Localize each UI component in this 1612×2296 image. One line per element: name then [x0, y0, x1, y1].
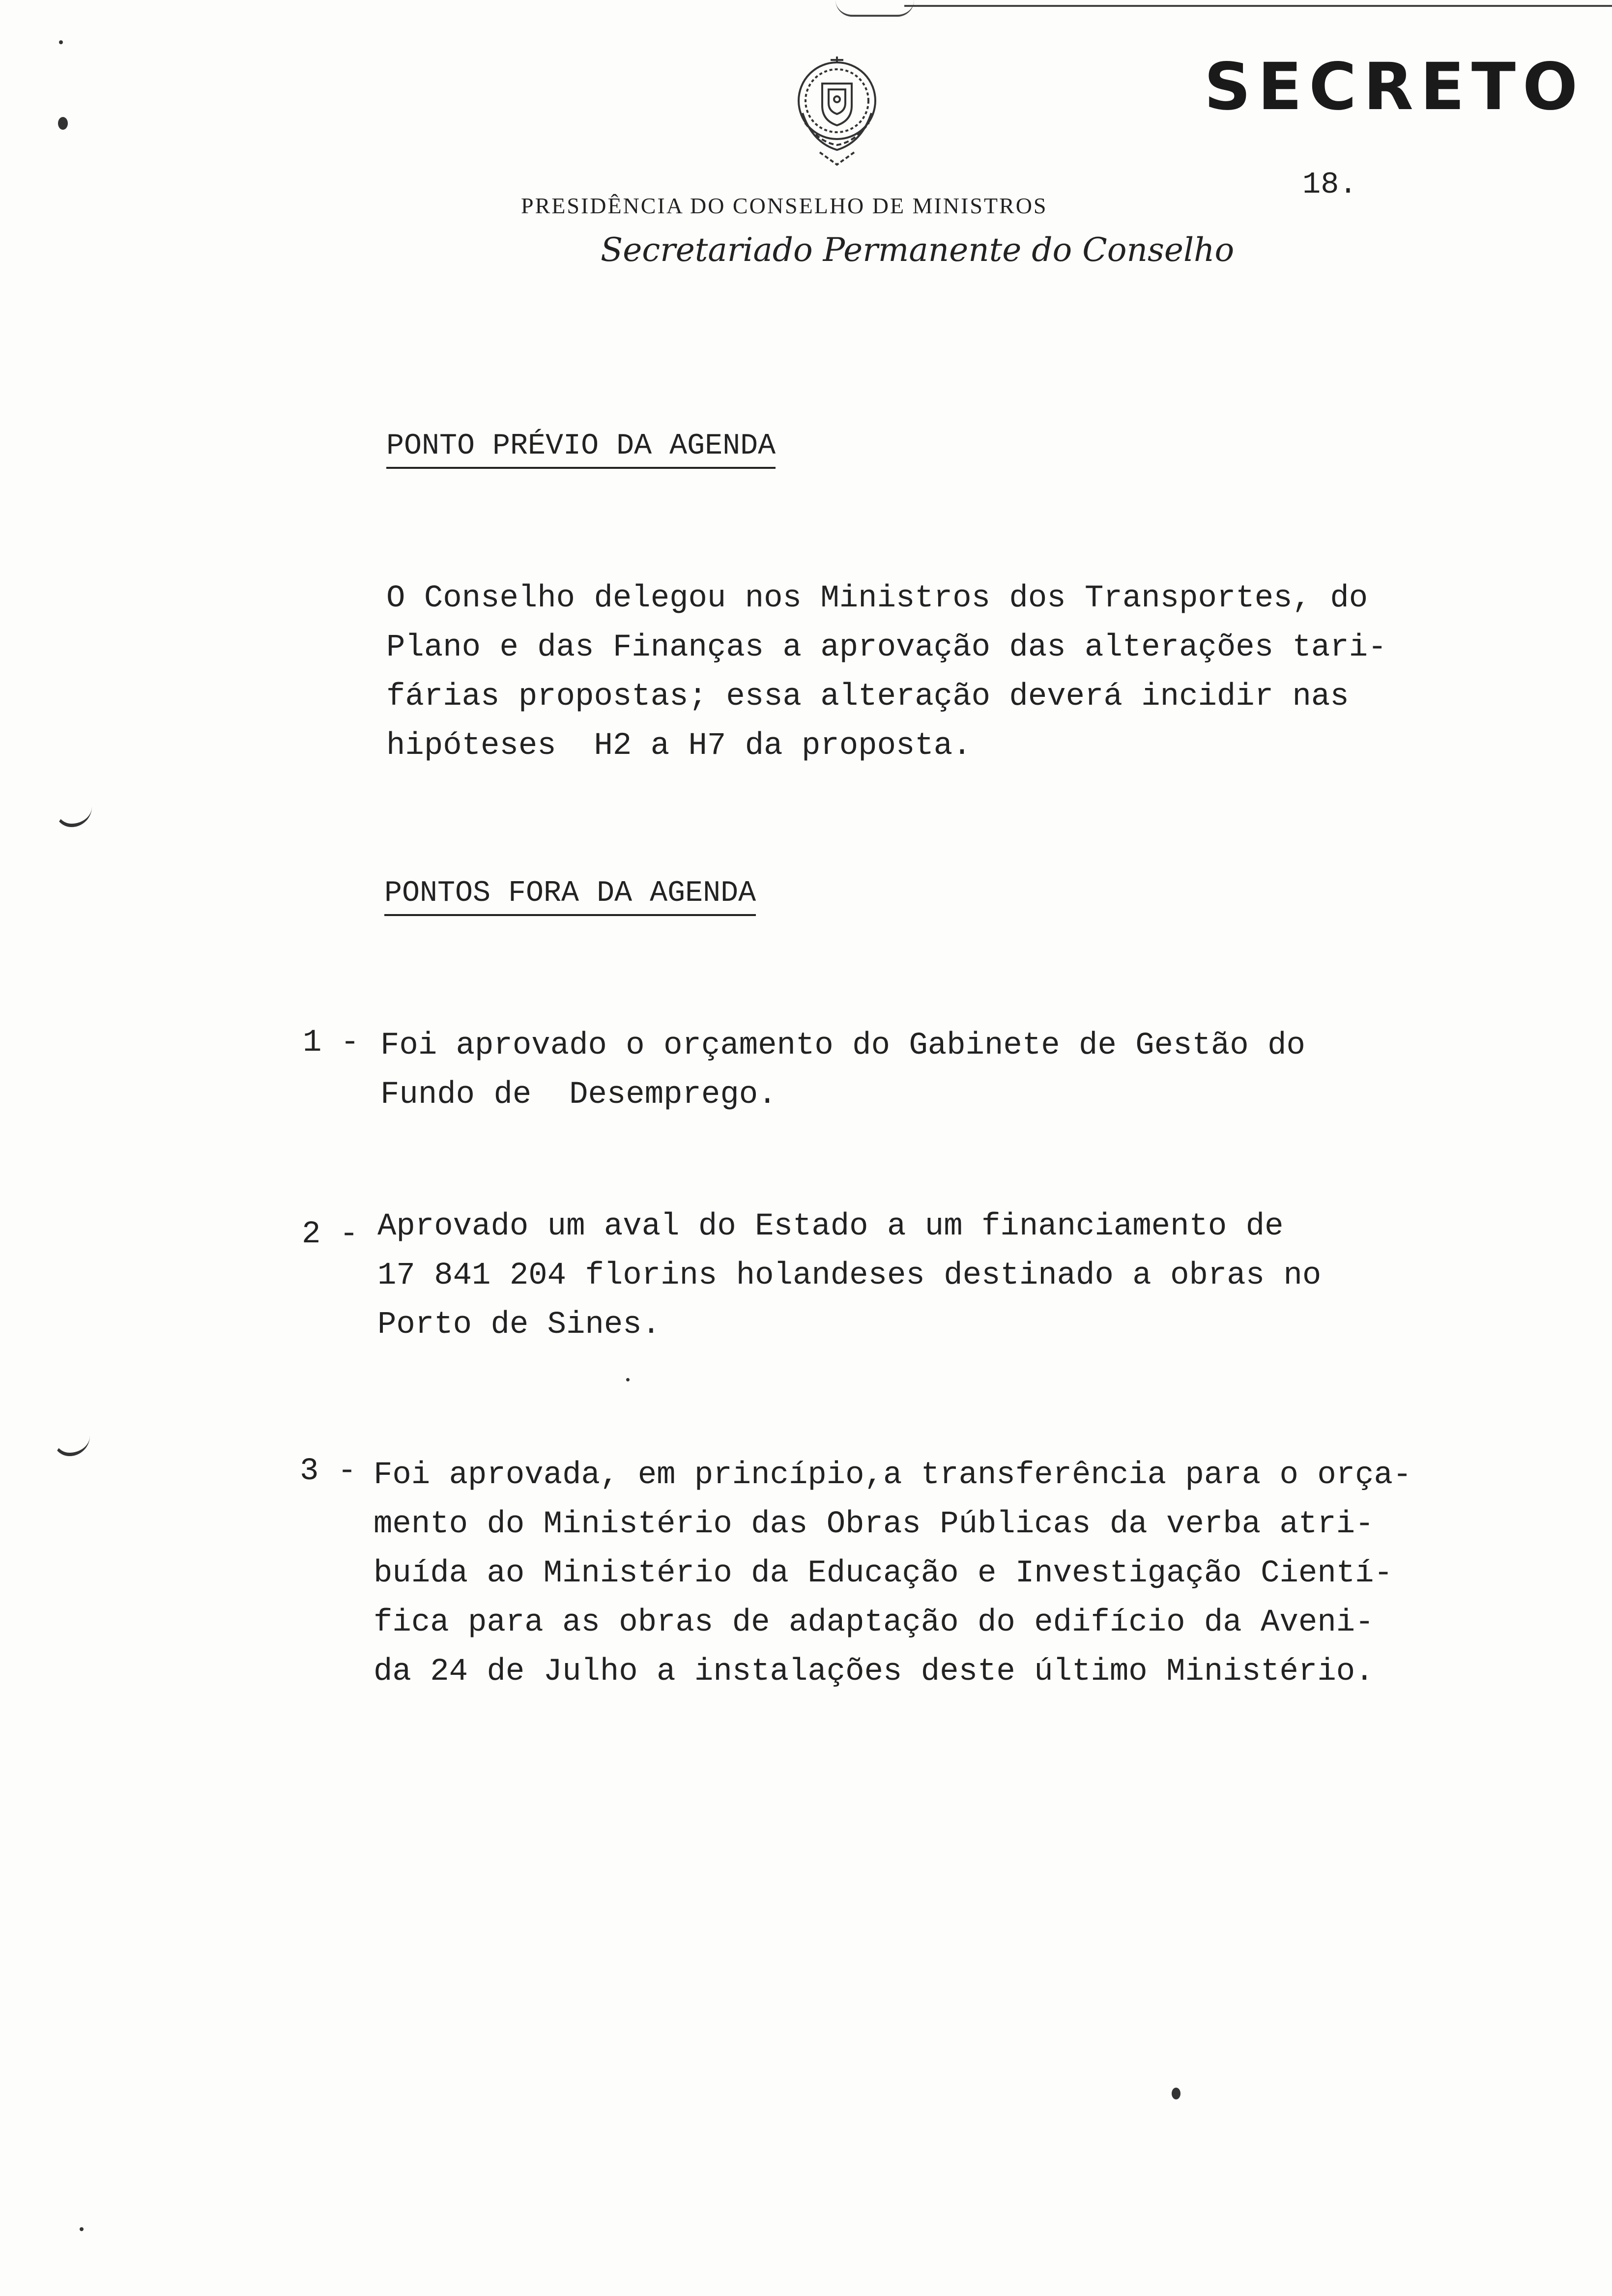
scan-speck	[59, 40, 63, 44]
portuguese-coat-of-arms-icon	[776, 54, 898, 172]
item-line: da 24 de Julho a instalações deste último Ministério.	[374, 1654, 1374, 1690]
item-line: buída ao Ministério da Educação e Investigação Cientí-	[374, 1556, 1393, 1591]
section-heading-previous-point: PONTO PRÉVIO DA AGENDA	[386, 430, 776, 469]
paragraph-line: hipóteses H2 a H7 da proposta.	[386, 728, 972, 764]
item-number: 3 -	[300, 1454, 357, 1489]
paragraph-line: fárias propostas; essa alteração deverá incidir nas	[386, 679, 1349, 715]
top-edge-rule	[904, 5, 1612, 7]
scan-speck	[58, 117, 68, 130]
page-number: 18.	[1302, 167, 1357, 202]
classification-stamp: SECRETO	[1204, 49, 1585, 125]
list-item-text	[380, 1021, 1305, 1119]
scan-speck	[1172, 2088, 1180, 2099]
item-line: Fundo de Desemprego.	[380, 1077, 777, 1113]
top-edge-curve	[835, 0, 914, 17]
paragraph-line: Plano e das Finanças a aprovação das alterações tari-	[386, 630, 1387, 665]
item-number: 1 -	[303, 1025, 360, 1061]
item-line: mento do Ministério das Obras Públicas da verba atri-	[374, 1507, 1374, 1542]
paragraph-line: O Conselho delegou nos Ministros dos Transportes, do	[386, 581, 1368, 616]
item-line: Aprovado um aval do Estado a um financiamento de	[377, 1209, 1284, 1244]
item-line: Porto de Sines.	[377, 1307, 661, 1343]
list-item-text	[374, 1451, 1411, 1696]
scan-speck	[626, 1378, 630, 1381]
item-number: 2 -	[302, 1217, 359, 1252]
binder-hole-mark	[55, 806, 92, 827]
item-line: fica para as obras de adaptação do edifício da Aveni-	[374, 1605, 1374, 1640]
secretariat-title: Secretariado Permanente do Conselho	[601, 231, 1235, 269]
section-paragraph	[386, 574, 1387, 771]
item-line: 17 841 204 florins holandeses destinado a obras no	[377, 1258, 1322, 1293]
item-line: Foi aprovado o orçamento do Gabinete de Gestão do	[380, 1028, 1305, 1063]
section-heading-off-agenda: PONTOS FORA DA AGENDA	[384, 877, 756, 916]
list-item-text	[377, 1202, 1321, 1349]
scan-speck	[80, 2227, 84, 2231]
item-line: Foi aprovada, em princípio,a transferência para o orça-	[374, 1458, 1412, 1493]
binder-hole-mark	[53, 1435, 90, 1456]
institution-title: PRESIDÊNCIA DO CONSELHO DE MINISTROS	[521, 193, 1048, 218]
